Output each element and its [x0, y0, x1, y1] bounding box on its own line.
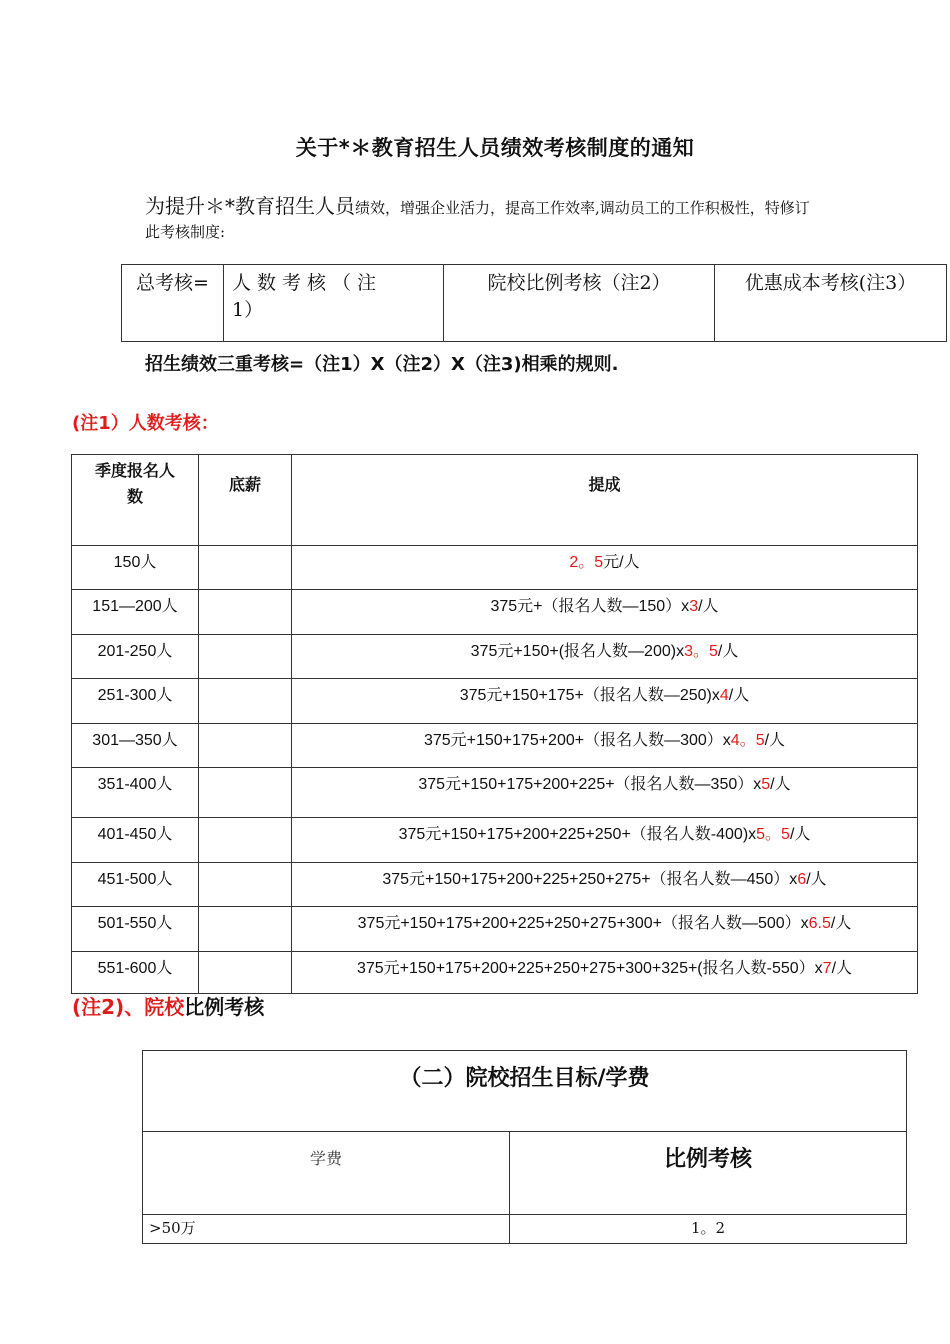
row-range: 451-500人 [72, 863, 199, 907]
table-row [72, 907, 918, 952]
row-base [199, 590, 292, 635]
row-fee: >50万 [143, 1215, 510, 1244]
row-commission: 375元+（报名人数—150）x3/人 [292, 590, 918, 635]
rule-text: 招生绩效三重考核=（注1）X（注2）X（注3)相乘的规则. [145, 354, 619, 375]
row-base [199, 724, 292, 768]
formula-total: 总考核= [122, 265, 224, 342]
row-range: 201-250人 [72, 635, 199, 679]
row-base [199, 818, 292, 863]
row-range: 251-300人 [72, 679, 199, 724]
row-commission: 375元+150+175+200+225+250+275+300+325+(报名人数-550）x7/人 [292, 952, 918, 994]
row-range: 150人 [72, 546, 199, 590]
row-base [199, 907, 292, 952]
row-range: 401-450人 [72, 818, 199, 863]
header-base-salary: 底薪 [199, 455, 292, 546]
document-title: 关于*＊教育招生人员绩效考核制度的通知 [295, 136, 695, 160]
table-row [72, 863, 918, 907]
row-range: 351-400人 [72, 768, 199, 818]
table-row [72, 952, 918, 994]
row-base [199, 952, 292, 994]
table-row [72, 635, 918, 679]
row-range: 551-600人 [72, 952, 199, 994]
table-row [72, 546, 918, 590]
school-ratio-table [142, 1050, 907, 1244]
note1-heading: (注1）人数考核： [72, 413, 219, 434]
header-quarterly: 季度报名人 数 [72, 455, 199, 546]
row-base [199, 635, 292, 679]
row-commission: 375元+150+175+200+（报名人数—300）x4。5/人 [292, 724, 918, 768]
header-tuition: 学费 [143, 1132, 510, 1215]
intro-paragraph [145, 192, 905, 246]
table-row [72, 679, 918, 724]
row-base [199, 679, 292, 724]
row-commission: 375元+150+175+200+225+250+（报名人数-400)x5。5/人 [292, 818, 918, 863]
row-commission: 375元+150+175+200+225+250+275+300+（报名人数—500）x6.5/人 [292, 907, 918, 952]
row-commission: 375元+150+175+200+225+250+275+（报名人数—450）x6/人 [292, 863, 918, 907]
header-commission: 提成 [292, 455, 918, 546]
table-row [72, 724, 918, 768]
row-base [199, 863, 292, 907]
row-commission: 375元+150+175+200+225+（报名人数—350）x5/人 [292, 768, 918, 818]
row-base [199, 768, 292, 818]
row-commission: 2。5元/人 [292, 546, 918, 590]
formula-school-ratio: 院校比例考核（注2） [444, 265, 715, 342]
row-range: 301—350人 [72, 724, 199, 768]
row-range: 501-550人 [72, 907, 199, 952]
row-range: 151—200人 [72, 590, 199, 635]
school-table-title: （二）院校招生目标/学费 [143, 1051, 907, 1132]
intro-part1: 为提升＊*教育招生人员 [145, 194, 355, 218]
table-row [143, 1215, 907, 1244]
formula-discount-cost: 优惠成本考核(注3） [715, 265, 947, 342]
row-ratio: 1。2 [510, 1215, 907, 1244]
table-row [72, 818, 918, 863]
table-row [72, 590, 918, 635]
row-commission: 375元+150+(报名人数—200)x3。5/人 [292, 635, 918, 679]
commission-header-row [72, 455, 918, 546]
row-base [199, 546, 292, 590]
formula-headcount: 人数考核（注 1） [224, 265, 444, 342]
table-row [72, 768, 918, 818]
commission-table [71, 454, 918, 994]
formula-table [121, 264, 947, 342]
header-ratio: 比例考核 [510, 1132, 907, 1215]
row-commission: 375元+150+175+（报名人数—250)x4/人 [292, 679, 918, 724]
intro-line2: 此考核制度: [145, 223, 226, 241]
intro-part2: 绩效，增强企业活力，提高工作效率,调动员工的工作积极性，特修订 [355, 199, 810, 217]
note2-heading: (注2)、院校比例考核 [72, 995, 265, 1019]
